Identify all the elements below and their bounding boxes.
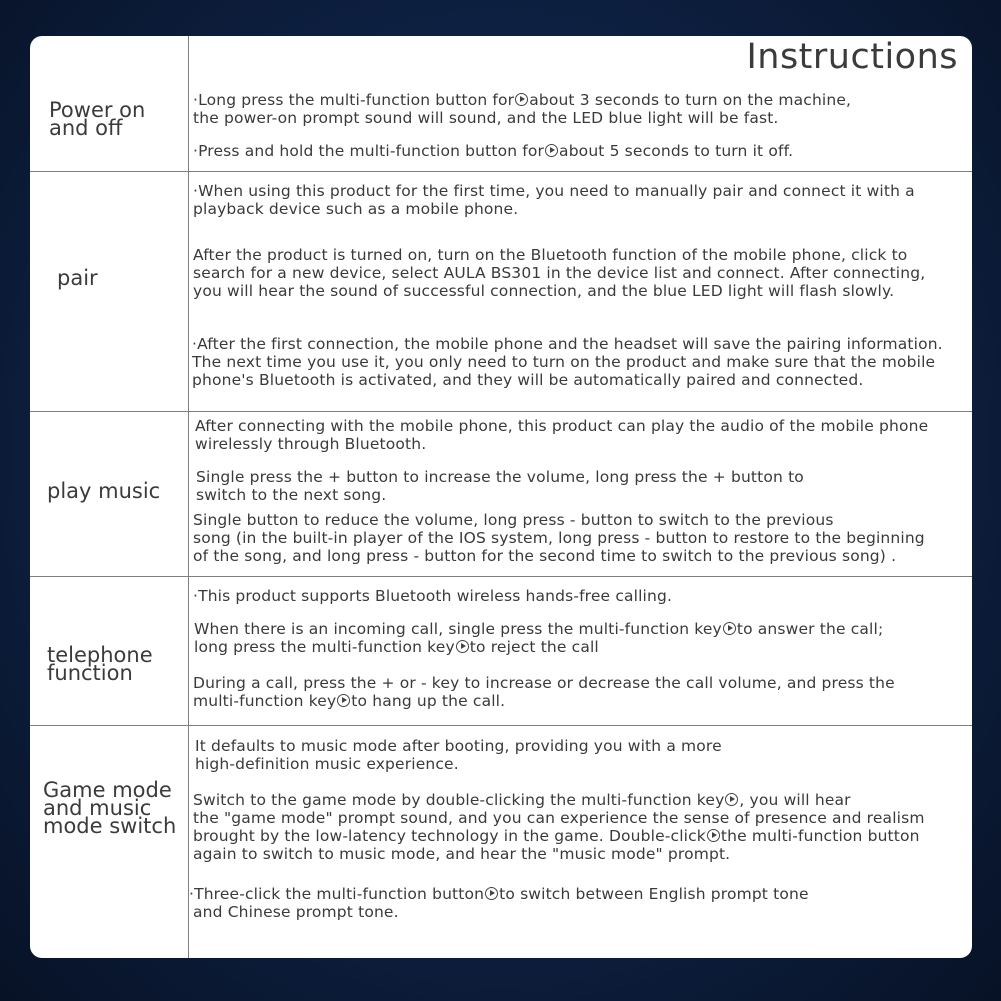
- section-label-game-mode: Game mode and music mode switch: [43, 778, 177, 838]
- column-divider: [188, 36, 189, 958]
- music-intro-text: After connecting with the mobile phone, this product can play the audio of the mobile phone wirelessly through Bluetooth.: [195, 417, 929, 453]
- multi-function-key-icon: [723, 622, 736, 635]
- phone-incoming-call-text: When there is an incoming call, single press the multi-function key to answer the call; long press the multi-function key to reject the call: [194, 620, 884, 656]
- multi-function-key-icon: [485, 887, 498, 900]
- multi-function-key-icon: [515, 93, 528, 106]
- page-title: Instructions: [746, 37, 958, 77]
- row-divider: [30, 171, 972, 172]
- pair-auto-reconnect-text: ·After the first connection, the mobile phone and the headset will save the pairing information. The next time you use it, you only need to turn on the product and make sure that the mobile phone's Bluetooth is activated, and they will be automatically paired and connected.: [192, 335, 943, 389]
- section-label-telephone: telephone function: [47, 643, 153, 685]
- multi-function-key-icon: [456, 640, 469, 653]
- phone-during-call-text: During a call, press the + or - key to increase or decrease the call volume, and press the multi-function key to hang up the call.: [193, 674, 895, 710]
- multi-function-key-icon: [725, 793, 738, 806]
- row-divider: [30, 576, 972, 577]
- multi-function-key-icon: [707, 829, 720, 842]
- section-label-power: Power on and off: [49, 98, 146, 140]
- section-label-play-music: play music: [47, 479, 161, 503]
- phone-handsfree-text: ·This product supports Bluetooth wireless hands-free calling.: [193, 587, 673, 605]
- music-volume-up-text: Single press the + button to increase the volume, long press the + button to switch to the next song.: [196, 468, 804, 504]
- game-prompt-tone-text: ·Three-click the multi-function button to switch between English prompt tone and Chinese prompt tone.: [189, 885, 809, 921]
- section-label-pair: pair: [57, 266, 98, 290]
- power-off-text: ·Press and hold the multi-function button for about 5 seconds to turn it off.: [193, 142, 794, 160]
- game-switch-text: Switch to the game mode by double-clicking the multi-function key , you will hear the "game mode" prompt sound, and you can experience the sense of presence and realism brought by the low-latency technology in the game. Double-click the multi-function button again to switch to music mode, and hear the "music mode" prompt.: [193, 791, 925, 863]
- power-on-text: ·Long press the multi-function button for about 3 seconds to turn on the machine, the power-on prompt sound will sound, and the LED blue light will be fast.: [193, 91, 852, 127]
- multi-function-key-icon: [545, 144, 558, 157]
- instructions-card: [30, 36, 972, 958]
- row-divider: [30, 411, 972, 412]
- music-volume-down-text: Single button to reduce the volume, long press - button to switch to the previous song (in the built-in player of the IOS system, long press - button to restore to the beginning of the song, and long press - button for the second time to switch to the previous song) .: [193, 511, 925, 565]
- game-default-mode-text: It defaults to music mode after booting, providing you with a more high-definition music experience.: [195, 737, 722, 773]
- row-divider: [30, 725, 972, 726]
- pair-first-time-text: ·When using this product for the first time, you need to manually pair and connect it with a playback device such as a mobile phone.: [193, 182, 915, 218]
- multi-function-key-icon: [337, 694, 350, 707]
- pair-connect-text: After the product is turned on, turn on the Bluetooth function of the mobile phone, click to search for a new device, select AULA BS301 in the device list and connect. After connecting, you will hear the sound of successful connection, and the blue LED light will flash slowly.: [193, 246, 926, 300]
